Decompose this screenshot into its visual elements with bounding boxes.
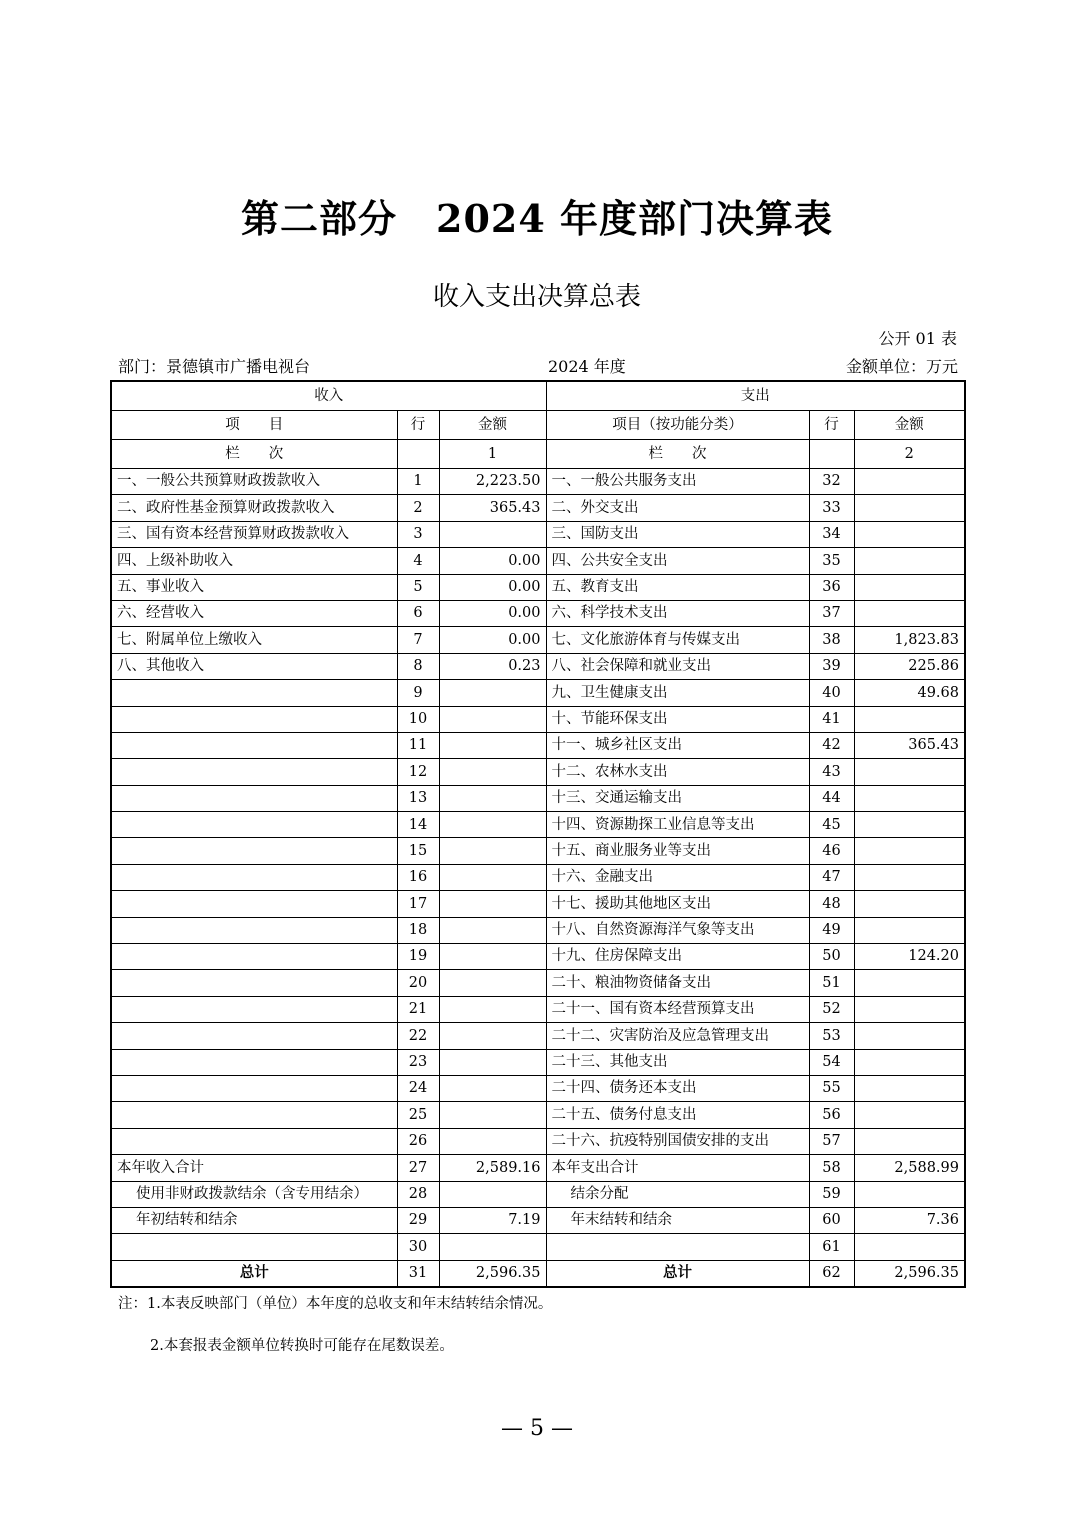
expense-item-cell: 十九、住房保障支出 (546, 944, 809, 970)
summary-row (111, 1155, 965, 1181)
expense-item-cell: 结余分配 (546, 1181, 809, 1207)
expense-amount-cell (854, 1128, 965, 1154)
table-row (111, 548, 965, 574)
expense-amount-cell: 365.43 (854, 732, 965, 758)
expense-amount-cell (854, 1234, 965, 1260)
expense-item-cell: 八、社会保障和就业支出 (546, 653, 809, 679)
table-row (111, 495, 965, 521)
form-code: 公开 01 表 (878, 329, 957, 348)
income-item-cell (111, 759, 397, 785)
income-item-header: 项 目 (111, 411, 397, 440)
income-line-cell: 19 (397, 944, 439, 970)
income-item-cell (111, 838, 397, 864)
expense-line-cell: 36 (809, 574, 854, 600)
expense-item-cell: 十五、商业服务业等支出 (546, 838, 809, 864)
income-amount-cell: 365.43 (439, 495, 546, 521)
expense-item-cell: 二十四、债务还本支出 (546, 1075, 809, 1101)
table-row (111, 653, 965, 679)
income-item-cell: 六、经营收入 (111, 600, 397, 626)
income-amount-header: 金额 (439, 411, 546, 440)
income-line-cell: 21 (397, 996, 439, 1022)
income-line-cell: 18 (397, 917, 439, 943)
expense-line-cell: 54 (809, 1049, 854, 1075)
expense-line-cell: 32 (809, 469, 854, 495)
income-item-cell: 五、事业收入 (111, 574, 397, 600)
expense-item-cell: 一、一般公共服务支出 (546, 469, 809, 495)
expense-line-cell: 42 (809, 732, 854, 758)
income-line-cell: 10 (397, 706, 439, 732)
income-item-cell (111, 1234, 397, 1260)
expense-item-cell: 二十六、抗疫特别国债安排的支出 (546, 1128, 809, 1154)
income-item-cell (111, 1128, 397, 1154)
table-row (111, 917, 965, 943)
income-amount-cell (439, 1049, 546, 1075)
expense-line-cell: 46 (809, 838, 854, 864)
income-amount-cell (439, 970, 546, 996)
expense-item-cell: 二十五、债务付息支出 (546, 1102, 809, 1128)
income-amount-cell (439, 864, 546, 890)
expense-amount-cell (854, 469, 965, 495)
expense-item-cell: 二十三、其他支出 (546, 1049, 809, 1075)
table-row (111, 627, 965, 653)
expense-item-cell: 六、科学技术支出 (546, 600, 809, 626)
income-line-header: 行 (397, 411, 439, 440)
income-item-cell (111, 680, 397, 706)
income-amount-cell: 2,223.50 (439, 469, 546, 495)
expense-item-cell: 年末结转和结余 (546, 1207, 809, 1233)
income-line-cell: 2 (397, 495, 439, 521)
expense-line-cell: 51 (809, 970, 854, 996)
expense-item-cell: 十、节能环保支出 (546, 706, 809, 732)
income-item-cell: 本年收入合计 (111, 1155, 397, 1181)
expense-line-cell: 44 (809, 785, 854, 811)
expense-amount-cell: 49.68 (854, 680, 965, 706)
income-amount-cell (439, 891, 546, 917)
header-row-column-index (111, 440, 965, 469)
table-row (111, 732, 965, 758)
expense-amount-cell (854, 1075, 965, 1101)
income-item-cell: 八、其他收入 (111, 653, 397, 679)
expense-line-cell: 43 (809, 759, 854, 785)
income-amount-cell: 0.00 (439, 627, 546, 653)
income-amount-cell: 7.19 (439, 1207, 546, 1233)
meta-row (118, 354, 958, 376)
expense-item-cell: 二十二、灾害防治及应急管理支出 (546, 1023, 809, 1049)
header-row-columns (111, 411, 965, 440)
expense-amount-cell (854, 1049, 965, 1075)
table-row (111, 759, 965, 785)
table-title: 收入支出决算总表 (432, 282, 641, 312)
income-item-cell (111, 812, 397, 838)
expense-amount-cell (854, 521, 965, 547)
expense-item-cell: 二十、粮油物资储备支出 (546, 970, 809, 996)
income-line-cell: 31 (397, 1260, 439, 1287)
income-amount-cell: 0.00 (439, 574, 546, 600)
table-row (111, 812, 965, 838)
income-amount-cell (439, 812, 546, 838)
income-amount-cell (439, 1234, 546, 1260)
note-1: 注：1.本表反映部门（单位）本年度的总收支和年末结转结余情况。 (118, 1296, 553, 1312)
income-amount-cell (439, 1181, 546, 1207)
income-item-cell (111, 732, 397, 758)
expense-amount-cell (854, 495, 965, 521)
expense-line-cell: 55 (809, 1075, 854, 1101)
income-amount-cell (439, 680, 546, 706)
expense-amount-cell (854, 759, 965, 785)
income-amount-cell (439, 1128, 546, 1154)
income-line-cell: 27 (397, 1155, 439, 1181)
income-column-number: 1 (439, 440, 546, 469)
income-item-cell: 三、国有资本经营预算财政拨款收入 (111, 521, 397, 547)
expense-amount-cell (854, 548, 965, 574)
income-amount-cell (439, 521, 546, 547)
income-line-cell: 30 (397, 1234, 439, 1260)
income-line-cell: 29 (397, 1207, 439, 1233)
expense-amount-cell (854, 891, 965, 917)
expense-line-cell: 47 (809, 864, 854, 890)
income-line-cell: 22 (397, 1023, 439, 1049)
income-line-cell: 5 (397, 574, 439, 600)
expense-amount-cell (854, 706, 965, 732)
expense-line-cell: 48 (809, 891, 854, 917)
expense-item-cell (546, 1234, 809, 1260)
income-line-cell: 26 (397, 1128, 439, 1154)
expense-amount-cell (854, 996, 965, 1022)
expense-amount-cell: 7.36 (854, 1207, 965, 1233)
income-line-cell: 13 (397, 785, 439, 811)
income-item-cell (111, 706, 397, 732)
income-amount-cell (439, 1075, 546, 1101)
table-row (111, 706, 965, 732)
income-line-cell: 1 (397, 469, 439, 495)
income-line-cell: 14 (397, 812, 439, 838)
income-item-cell (111, 1049, 397, 1075)
expense-amount-cell (854, 600, 965, 626)
expense-amount-cell (854, 970, 965, 996)
department-label: 部门：景德镇市广播电视台 (118, 357, 311, 376)
income-line-cell: 11 (397, 732, 439, 758)
table-row (111, 944, 965, 970)
income-line-cell: 24 (397, 1075, 439, 1101)
expense-line-cell: 62 (809, 1260, 854, 1287)
year-label: 2024 年度 (548, 357, 626, 376)
income-amount-cell (439, 944, 546, 970)
table-row (111, 1102, 965, 1128)
table-row (111, 680, 965, 706)
expense-line-cell: 40 (809, 680, 854, 706)
expense-header: 支出 (546, 381, 965, 411)
table-row (111, 469, 965, 495)
income-amount-cell (439, 996, 546, 1022)
income-item-cell (111, 864, 397, 890)
income-amount-cell: 0.00 (439, 548, 546, 574)
income-item-cell (111, 917, 397, 943)
income-amount-cell (439, 706, 546, 732)
income-amount-cell (439, 785, 546, 811)
expense-item-cell: 十七、援助其他地区支出 (546, 891, 809, 917)
expense-item-cell: 总计 (546, 1260, 809, 1287)
income-item-cell (111, 785, 397, 811)
income-line-index (397, 440, 439, 469)
expense-item-cell: 五、教育支出 (546, 574, 809, 600)
summary-row (111, 1234, 965, 1260)
income-item-cell (111, 944, 397, 970)
expense-column-number: 2 (854, 440, 965, 469)
expense-amount-header: 金额 (854, 411, 965, 440)
expense-line-cell: 33 (809, 495, 854, 521)
expense-line-cell: 53 (809, 1023, 854, 1049)
page-title: 第二部分 2024 年度部门决算表 (241, 196, 833, 241)
expense-amount-cell (854, 785, 965, 811)
expense-line-cell: 34 (809, 521, 854, 547)
income-line-cell: 7 (397, 627, 439, 653)
expense-item-header: 项目（按功能分类） (546, 411, 809, 440)
income-line-cell: 17 (397, 891, 439, 917)
income-line-cell: 28 (397, 1181, 439, 1207)
income-line-cell: 3 (397, 521, 439, 547)
expense-item-cell: 十一、城乡社区支出 (546, 732, 809, 758)
income-amount-cell (439, 1102, 546, 1128)
income-header: 收入 (111, 381, 546, 411)
income-line-cell: 23 (397, 1049, 439, 1075)
expense-amount-cell: 124.20 (854, 944, 965, 970)
income-item-cell: 一、一般公共预算财政拨款收入 (111, 469, 397, 495)
expense-column-label: 栏 次 (546, 440, 809, 469)
expense-item-cell: 本年支出合计 (546, 1155, 809, 1181)
table-row (111, 1075, 965, 1101)
expense-amount-cell: 2,596.35 (854, 1260, 965, 1287)
expense-line-cell: 57 (809, 1128, 854, 1154)
income-amount-cell (439, 732, 546, 758)
income-amount-cell: 0.00 (439, 600, 546, 626)
table-row (111, 1128, 965, 1154)
table-row (111, 864, 965, 890)
income-item-cell (111, 970, 397, 996)
page-number: — 5 — (501, 1416, 573, 1441)
expense-line-cell: 41 (809, 706, 854, 732)
income-line-cell: 8 (397, 653, 439, 679)
income-line-cell: 20 (397, 970, 439, 996)
expense-item-cell: 七、文化旅游体育与传媒支出 (546, 627, 809, 653)
income-amount-cell: 2,596.35 (439, 1260, 546, 1287)
expense-line-cell: 49 (809, 917, 854, 943)
table-row (111, 838, 965, 864)
income-column-label: 栏 次 (111, 440, 397, 469)
expense-line-cell: 45 (809, 812, 854, 838)
unit-label: 金额单位：万元 (845, 357, 958, 376)
table-row (111, 785, 965, 811)
income-item-cell: 总计 (111, 1260, 397, 1287)
expense-line-index (809, 440, 854, 469)
expense-line-cell: 50 (809, 944, 854, 970)
income-amount-cell (439, 1023, 546, 1049)
income-line-cell: 15 (397, 838, 439, 864)
expense-item-cell: 十八、自然资源海洋气象等支出 (546, 917, 809, 943)
income-line-cell: 6 (397, 600, 439, 626)
expense-line-header: 行 (809, 411, 854, 440)
income-line-cell: 9 (397, 680, 439, 706)
income-item-cell: 七、附属单位上缴收入 (111, 627, 397, 653)
total-row (111, 1260, 965, 1287)
expense-line-cell: 35 (809, 548, 854, 574)
expense-amount-cell: 1,823.83 (854, 627, 965, 653)
income-amount-cell: 0.23 (439, 653, 546, 679)
expense-amount-cell: 225.86 (854, 653, 965, 679)
income-item-cell (111, 1023, 397, 1049)
income-line-cell: 16 (397, 864, 439, 890)
expense-item-cell: 九、卫生健康支出 (546, 680, 809, 706)
expense-line-cell: 61 (809, 1234, 854, 1260)
income-item-cell (111, 996, 397, 1022)
income-line-cell: 12 (397, 759, 439, 785)
income-item-cell (111, 1102, 397, 1128)
expense-line-cell: 52 (809, 996, 854, 1022)
expense-amount-cell: 2,588.99 (854, 1155, 965, 1181)
expense-line-cell: 37 (809, 600, 854, 626)
expense-amount-cell (854, 1181, 965, 1207)
table-row (111, 970, 965, 996)
table-row (111, 1049, 965, 1075)
table-row (111, 574, 965, 600)
income-line-cell: 4 (397, 548, 439, 574)
expense-amount-cell (854, 812, 965, 838)
expense-line-cell: 60 (809, 1207, 854, 1233)
income-item-cell (111, 891, 397, 917)
table-row (111, 891, 965, 917)
expense-amount-cell (854, 1102, 965, 1128)
income-amount-cell (439, 759, 546, 785)
expense-amount-cell (854, 917, 965, 943)
income-item-cell: 二、政府性基金预算财政拨款收入 (111, 495, 397, 521)
income-item-cell: 四、上级补助收入 (111, 548, 397, 574)
expense-amount-cell (854, 864, 965, 890)
header-row-sections (111, 381, 965, 411)
income-line-cell: 25 (397, 1102, 439, 1128)
expense-line-cell: 58 (809, 1155, 854, 1181)
income-item-cell (111, 1075, 397, 1101)
income-expense-table (110, 380, 966, 1288)
expense-line-cell: 38 (809, 627, 854, 653)
table-row (111, 996, 965, 1022)
income-amount-cell: 2,589.16 (439, 1155, 546, 1181)
income-amount-cell (439, 838, 546, 864)
expense-line-cell: 59 (809, 1181, 854, 1207)
summary-row (111, 1207, 965, 1233)
income-amount-cell (439, 917, 546, 943)
expense-amount-cell (854, 1023, 965, 1049)
expense-item-cell: 二、外交支出 (546, 495, 809, 521)
income-item-cell: 年初结转和结余 (111, 1207, 397, 1233)
table-row (111, 1023, 965, 1049)
expense-line-cell: 56 (809, 1102, 854, 1128)
table-row (111, 600, 965, 626)
table-row (111, 521, 965, 547)
expense-item-cell: 十六、金融支出 (546, 864, 809, 890)
expense-item-cell: 十二、农林水支出 (546, 759, 809, 785)
note-2: 2.本套报表金额单位转换时可能存在尾数误差。 (150, 1338, 454, 1354)
expense-item-cell: 三、国防支出 (546, 521, 809, 547)
summary-row (111, 1181, 965, 1207)
income-item-cell: 使用非财政拨款结余（含专用结余） (111, 1181, 397, 1207)
expense-item-cell: 十三、交通运输支出 (546, 785, 809, 811)
expense-item-cell: 十四、资源勘探工业信息等支出 (546, 812, 809, 838)
expense-item-cell: 二十一、国有资本经营预算支出 (546, 996, 809, 1022)
expense-amount-cell (854, 574, 965, 600)
expense-amount-cell (854, 838, 965, 864)
expense-item-cell: 四、公共安全支出 (546, 548, 809, 574)
expense-line-cell: 39 (809, 653, 854, 679)
